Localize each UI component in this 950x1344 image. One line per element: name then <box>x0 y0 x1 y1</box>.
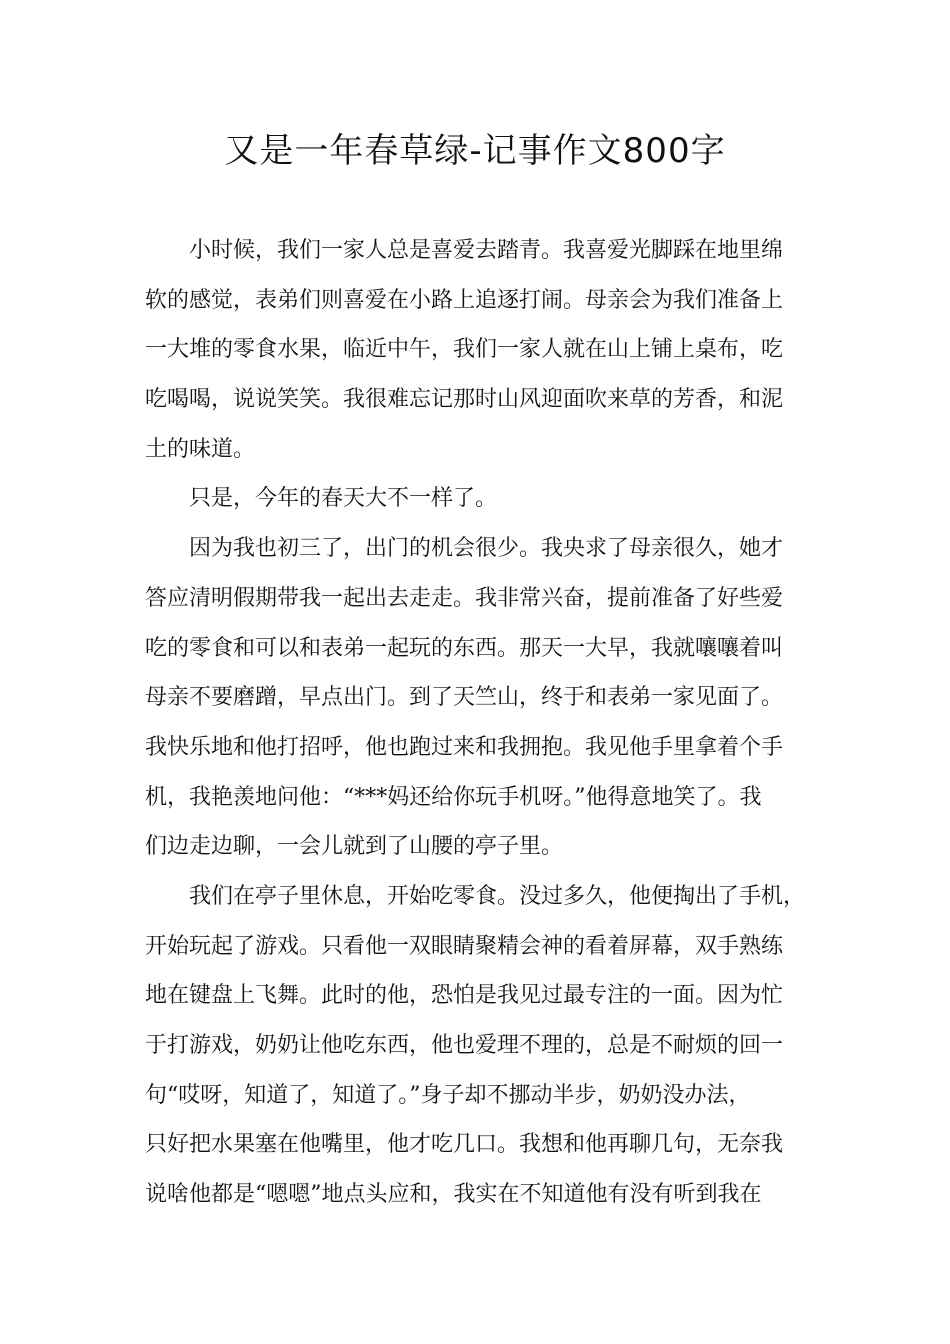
text-line: 只好把水果塞在他嘴里，他才吃几口。我想和他再聊几句，无奈我 <box>145 1132 784 1158</box>
text-line: 于打游戏，奶奶让他吃东西，他也爱理不理的，总是不耐烦的回一 <box>145 1033 784 1058</box>
text-line: 软的感觉，表弟们则喜爱在小路上追逐打闹。母亲会为我们准备上 <box>145 287 784 313</box>
document-body <box>145 226 825 1220</box>
text-line: 母亲不要磨蹭，早点出门。到了天竺山，终于和表弟一家见面了。 <box>145 685 784 711</box>
text-line: 答应清明假期带我一起出去走走。我非常兴奋，提前准备了好些爱 <box>145 585 784 611</box>
text-line: 土的味道。 <box>145 436 256 462</box>
text-line: 小时候，我们一家人总是喜爱去踏青。我喜爱光脚踩在地里绵 <box>189 238 784 263</box>
text-line: 机，我艳羡地问他：“***妈还给你玩手机呀。”他得意地笑了。我 <box>145 784 762 810</box>
text-line: 我快乐地和他打招呼，他也跑过来和我拥抱。我见他手里拿着个手 <box>145 734 784 760</box>
text-line: 吃喝喝，说说笑笑。我很难忘记那时山风迎面吹来草的芳香，和泥 <box>145 387 784 413</box>
text-line: 说啥他都是“嗯嗯”地点头应和，我实在不知道他有没有听到我在 <box>145 1182 762 1208</box>
text-line: 地在键盘上飞舞。此时的他，恐怕是我见过最专注的一面。因为忙 <box>145 983 784 1009</box>
text-line: 们边走边聊，一会儿就到了山腰的亭子里。 <box>145 834 564 860</box>
text-line: 开始玩起了游戏。只看他一双眼睛聚精会神的看着屏幕，双手熟练 <box>145 933 784 959</box>
text-line: 吃的零食和可以和表弟一起玩的东西。那天一大早，我就嚷嚷着叫 <box>145 635 784 661</box>
text-line: 句“哎呀，知道了，知道了。”身子却不挪动半步，奶奶没办法， <box>145 1082 751 1108</box>
text-line: 我们在亭子里休息，开始吃零食。没过多久，他便掏出了手机， <box>189 883 806 909</box>
document-title: 又是一年春草绿-记事作文800字 <box>224 131 726 171</box>
text-line: 一大堆的零食水果，临近中午，我们一家人就在山上铺上桌布，吃 <box>145 337 784 363</box>
text-line: 只是，今年的春天大不一样了。 <box>189 486 498 512</box>
text-line: 因为我也初三了，出门的机会很少。我央求了母亲很久，她才 <box>189 536 784 562</box>
